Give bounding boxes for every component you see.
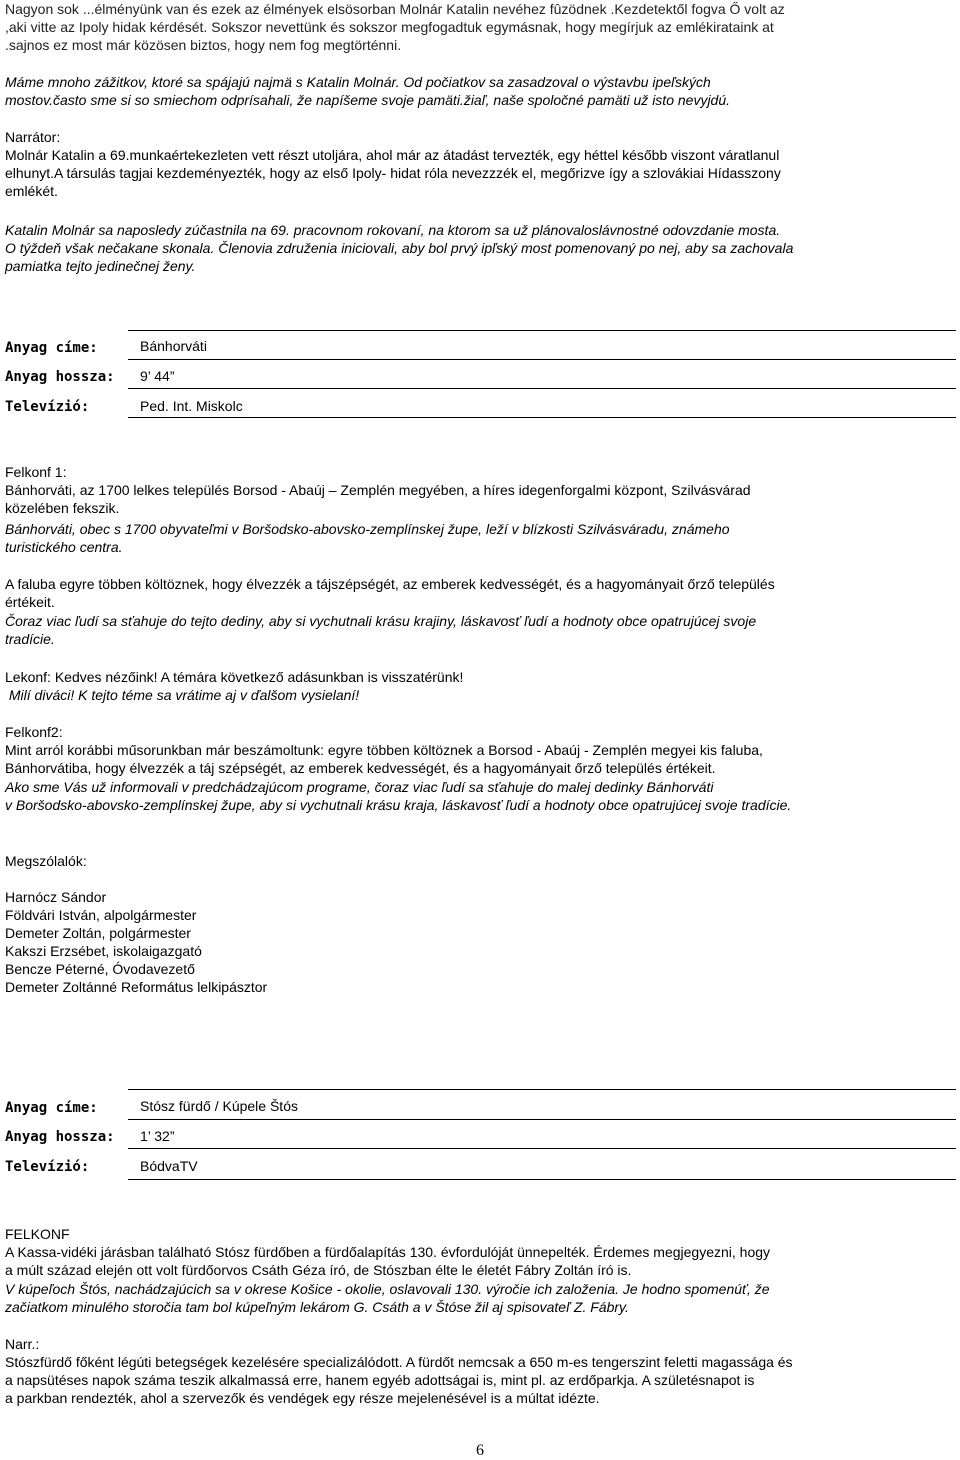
lekonf-sk: Milí diváci! K tejto téme sa vrátime aj v ďalšom vysielaní! [5,687,360,703]
felkonf2-label: Felkonf2: [5,724,63,740]
felkonf3-hu-line: a múlt század elején ott volt fürdőorvos Csáth Géza író, de Stószban élte le életét Fábry Zoltán író is. [5,1262,632,1278]
felkonf3-label: FELKONF [5,1226,70,1242]
felkonf2-sk-line: Ako sme Vás už informovali v predchádzajúcom programe, čoraz viac ľudí sa sťahuje do malej dedinky Bánhorváti [5,779,714,795]
speakers-label-block [5,852,905,870]
header-rule [128,1089,956,1090]
felkonf1-sk-line: turistického centra. [5,539,123,555]
length-label: Anyag hossza: [5,1129,115,1145]
felkonf1-label: Felkonf 1: [5,464,67,480]
tv-value: Ped. Int. Miskolc [140,398,243,414]
narr2-label: Narr.: [5,1336,40,1352]
speakers-label: Megszólalók: [5,853,87,869]
length-value: 1’ 32” [140,1128,175,1144]
intro-sk-line: mostov.často sme si so smiechom odprísahali, že napíšeme svoje pamäti.žiaľ, naše spoločné pamäti už isto nevyjdú. [5,92,731,108]
title-value: Stósz fürdő / Kúpele Štós [140,1098,298,1114]
title-label: Anyag címe: [5,340,98,356]
felkonf3-sk-line: V kúpeľoch Štós, nachádzajúcich sa v okrese Košice - okolie, oslavovali 130. výročie ich založenia. Je hodno spomenúť, že [5,1281,770,1297]
title-label: Anyag címe: [5,1100,98,1116]
narrator-label: Narrátor: [5,129,61,145]
felkonf1-hu2-line: értékeit. [5,594,55,610]
felkonf3-sk-block [5,1280,905,1316]
speakers-list [5,888,905,996]
narrator-block [5,128,905,200]
felkonf2-hu-line: Bánhorvátiba, hogy élvezzék a táj szépségét, az emberek kedvességét, és a hagyományait őrző település értékeit. [5,760,716,776]
header-rule [128,417,956,418]
header-rule [128,1179,956,1180]
speaker-name: Demeter Zoltán, polgármester [5,925,191,941]
header-rule [128,359,956,360]
tv-label: Televízió: [5,1159,90,1175]
felkonf1-sk2-block [5,612,905,648]
header-rule [128,388,956,389]
felkonf1-sk-block [5,520,905,556]
tv-label: Televízió: [5,399,90,415]
felkonf1-sk2-line: tradície. [5,631,55,647]
intro-hu-line: Nagyon sok ...élményünk van és ezek az élmények elsösorban Molnár Katalin nevéhez fûzödnek .Kezdetektől fogva Ő volt az [5,1,785,17]
narrator-sk-line: Katalin Molnár sa naposledy zúčastnila na 69. pracovnom rokovaní, na ktorom sa už plánovaloslávnostné odovzdanie mosta. [5,222,781,238]
narr2-block [5,1335,905,1407]
speaker-name: Harnócz Sándor [5,889,107,905]
felkonf3-sk-line: začiatkom minulého storočia tam bol kúpeľným lekárom G. Csáth a v Štóse žil aj spisovateľ Z. Fábry. [5,1299,629,1315]
intro-hu-line: .sajnos ez most már közösen biztos, hogy nem fog megtörténni. [5,37,402,53]
narrator-hu-line: elhunyt.A társulás tagjai kezdeményezték, hogy az első Ipoly- hidat róla nevezzzék el, megőrizve így a szlovákiai Hídasszony [5,165,781,181]
felkonf2-hu-line: Mint arról korábbi műsorunkban már beszámoltunk: egyre többen költöznek a Borsod - Abaúj - Zemplén megyei kis faluba, [5,742,763,758]
narr2-hu-line: Stószfürdő főként légúti betegségek kezelésére specializálódott. A fürdőt nemcsak a 650 m-es tengerszint feletti magassága és [5,1354,793,1370]
felkonf3-hu-line: A Kassa-vidéki járásban található Stósz fürdőben a fürdőalapítás 130. évfordulóját ünnepelték. Érdemes megjegyezni, hogy [5,1244,771,1260]
narr2-hu-line: a parkban rendezték, ahol a szervezők és vendégek egy része mejelenésével is a múltat idézte. [5,1390,600,1406]
felkonf2-block [5,723,905,777]
felkonf2-sk-line: v Boršodsko-abovsko-zemplínskej župe, aby si vychutnali krásu kraja, láskavosť ľudí a hodnoty obce opatrujúcej svoje tradície. [5,797,792,813]
felkonf1-sk2-line: Čoraz viac ľudí sa sťahuje do tejto dediny, aby si vychutnali krásu krajiny, láskavosť ľudí a hodnoty obce opatrujúcej svoje [5,613,757,629]
header-rule [128,1119,956,1120]
speaker-name: Demeter Zoltánné Református lelkipásztor [5,979,268,995]
intro-block [5,0,905,54]
narrator-sk-line: O týždeň však nečakane skonala. Členovia združenia iniciovali, aby bol prvý ipľský most pomenovaný po nej, aby sa zachovala [5,240,794,256]
narrator-hu-line: emlékét. [5,183,58,199]
tv-value: BódvaTV [140,1158,198,1174]
title-value: Bánhorváti [140,338,207,354]
narrator-hu-line: Molnár Katalin a 69.munkaértekezleten vett részt utoljára, ahol már az átadást tervezték, egy héttel később viszont váratlanul [5,147,780,163]
speaker-name: Földvári István, alpolgármester [5,907,197,923]
header-rule [128,1148,956,1149]
length-value: 9’ 44” [140,368,175,384]
felkonf3-block [5,1225,905,1279]
speaker-name: Kakszi Erzsébet, iskolaigazgató [5,943,202,959]
narr2-hu-line: a napsütéses napok száma teszik alkalmassá erre, hanem egyéb adottságai is, mint pl. az erdőparkja. A születésnapot is [5,1372,755,1388]
intro-sk-block [5,73,905,109]
intro-hu-line: ,aki vitte az Ipoly hidak kérdését. Sokszor nevettünk és sokszor megfogadtuk egymásnak, hogy megírjuk az emlékirataink at [5,19,774,35]
page-number: 6 [476,1442,484,1459]
intro-sk-line: Máme mnoho zážitkov, ktoré sa spájajú najmä s Katalin Molnár. Od počiatkov sa zasadzoval o výstavbu ipeľských [5,74,711,90]
felkonf1-sk-line: Bánhorváti, obec s 1700 obyvateľmi v Boršodsko-abovsko-zemplínskej župe, leží v blízkosti Szilvásváradu, známeho [5,521,730,537]
header-rule [128,330,956,331]
felkonf1-hu2-line: A faluba egyre többen költöznek, hogy élvezzék a tájszépségét, az emberek kedvességét, és a hagyományait őrző település [5,576,775,592]
narrator-sk-block [5,221,905,275]
lekonf-hu: Lekonf: Kedves nézőink! A témára következő adásunkban is visszatérünk! [5,669,464,685]
lekonf-block [5,668,905,704]
felkonf1-hu-line: Bánhorváti, az 1700 lelkes település Borsod - Abaúj – Zemplén megyében, a híres idegenforgalmi központ, Szilvásvárad [5,482,751,498]
length-label: Anyag hossza: [5,369,115,385]
felkonf1-block [5,463,905,517]
felkonf1-hu-line: közelében fekszik. [5,500,120,516]
speaker-name: Bencze Péterné, Óvodavezető [5,961,195,977]
narrator-sk-line: pamiatka tejto jedinečnej ženy. [5,258,196,274]
felkonf1-hu2-block [5,575,905,611]
felkonf2-sk-block [5,778,905,814]
